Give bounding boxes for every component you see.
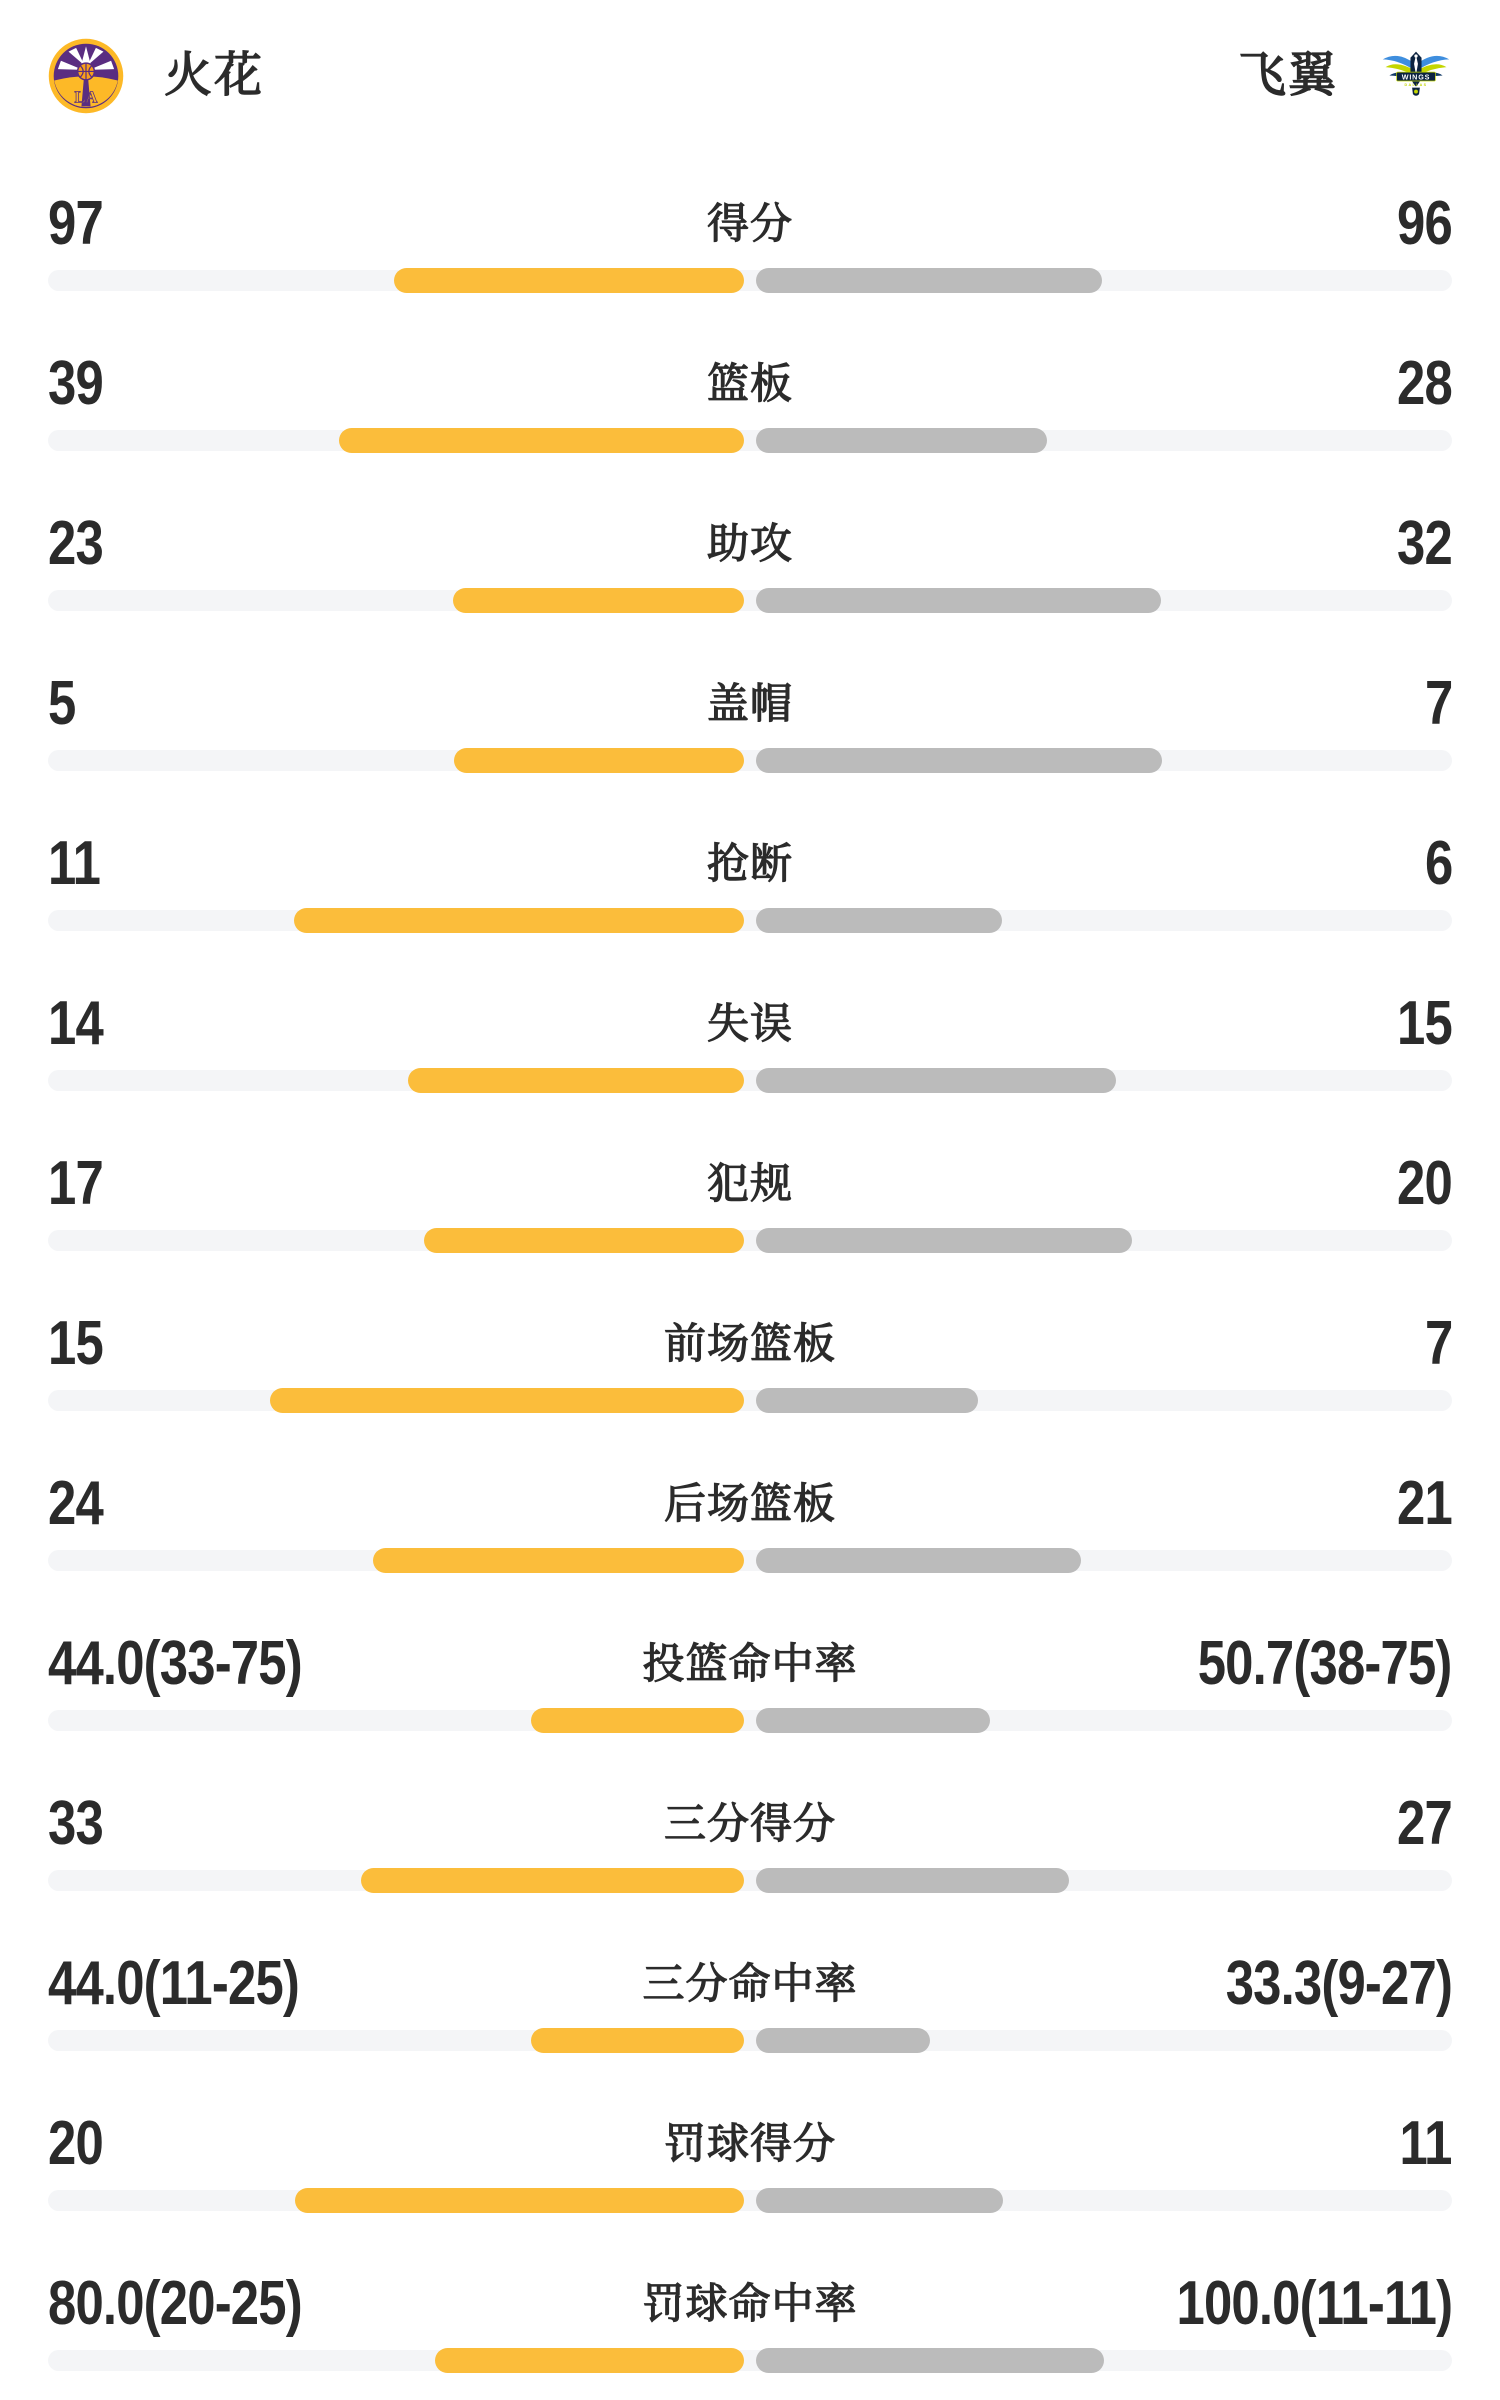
stat-row <box>0 1260 1500 1420</box>
left-team-bar <box>295 2188 744 2213</box>
left-team-value-wrap <box>48 1629 643 1698</box>
stat-row <box>0 620 1500 780</box>
stat-row <box>0 1100 1500 1260</box>
right-team-bar <box>756 428 1047 453</box>
stat-label: 失误 <box>707 1000 794 1047</box>
right-team-value-wrap <box>858 2269 1453 2338</box>
left-team-bar <box>339 428 744 453</box>
right-team-value: 100.0(11-11) <box>1176 2269 1453 2338</box>
svg-text:WINGS: WINGS <box>1401 72 1431 82</box>
left-team-value: 15 <box>48 1309 103 1378</box>
right-team-value-wrap <box>793 1149 1453 1218</box>
right-team-bar <box>756 1388 978 1413</box>
left-team-value-wrap <box>48 1149 707 1218</box>
right-team-bar <box>756 748 1162 773</box>
bar-track <box>48 1230 1452 1251</box>
stat-values-line <box>48 1900 1452 2024</box>
right-team-value: 15 <box>1397 989 1453 1058</box>
stat-label: 三分命中率 <box>642 1960 858 2007</box>
left-team-value-wrap <box>48 989 707 1058</box>
right-team-bar <box>756 1068 1116 1093</box>
stat-label: 盖帽 <box>707 680 794 727</box>
stat-values-line <box>48 780 1452 904</box>
left-team-bar <box>453 588 744 613</box>
stat-label: 后场篮板 <box>664 1480 837 1527</box>
left-team-value-wrap <box>48 1949 643 2018</box>
stat-row <box>0 2060 1500 2220</box>
left-team-value: 33 <box>48 1789 103 1858</box>
right-team-value-wrap <box>793 669 1453 738</box>
right-team-bar <box>756 2188 1003 2213</box>
left-team-value-wrap <box>48 189 707 258</box>
left-team-value-wrap <box>48 829 707 898</box>
stat-label: 三分得分 <box>664 1800 837 1847</box>
stat-values-line <box>48 1420 1452 1544</box>
sparks-team-logo-icon <box>48 38 124 114</box>
left-team-bar <box>454 748 744 773</box>
left-team-bar <box>394 268 744 293</box>
right-team-value-wrap <box>793 349 1453 418</box>
left-team-value-wrap <box>48 1309 664 1378</box>
left-team-value-wrap <box>48 1789 664 1858</box>
bar-track <box>48 2030 1452 2051</box>
stat-values-line <box>48 1580 1452 1704</box>
stat-row <box>0 1900 1500 2060</box>
bar-track <box>48 1870 1452 1891</box>
stat-row <box>0 1740 1500 1900</box>
left-team-bar <box>361 1868 744 1893</box>
left-team-bar <box>294 908 744 933</box>
left-team-value: 44.0(11-25) <box>48 1949 300 2018</box>
stat-row <box>0 300 1500 460</box>
svg-text:DALLAS: DALLAS <box>1404 82 1428 87</box>
right-team-value: 6 <box>1424 829 1453 898</box>
right-team-value-wrap <box>793 989 1453 1058</box>
stat-values-line <box>48 2060 1452 2184</box>
bar-track <box>48 590 1452 611</box>
left-team-value-wrap <box>48 669 707 738</box>
stats-comparison-list <box>0 140 1500 2380</box>
left-team-value: 24 <box>48 1469 103 1538</box>
stat-label: 篮板 <box>707 360 794 407</box>
left-team-bar <box>435 2348 744 2373</box>
right-team-value-wrap <box>793 189 1453 258</box>
stat-label: 罚球命中率 <box>642 2280 858 2327</box>
right-team-value-wrap <box>858 1949 1453 2018</box>
stat-values-line <box>48 620 1452 744</box>
wings-team-logo-icon <box>1380 47 1452 105</box>
stat-label: 抢断 <box>707 840 794 887</box>
stat-values-line <box>48 300 1452 424</box>
left-team-value: 14 <box>48 989 103 1058</box>
svg-text:LA: LA <box>74 87 98 107</box>
stat-values-line <box>48 1740 1452 1864</box>
left-team-bar <box>424 1228 744 1253</box>
right-team-bar <box>756 1868 1069 1893</box>
left-team-value-wrap <box>48 2269 643 2338</box>
stat-values-line <box>48 460 1452 584</box>
stat-row <box>0 140 1500 300</box>
stat-values-line <box>48 1260 1452 1384</box>
right-team-bar <box>756 2348 1104 2373</box>
right-team-bar <box>756 908 1002 933</box>
left-team-value: 23 <box>48 509 103 578</box>
right-team-value-wrap <box>793 829 1453 898</box>
right-team-value-wrap <box>793 509 1453 578</box>
right-team-value: 96 <box>1397 189 1453 258</box>
bar-track <box>48 2350 1452 2371</box>
bar-track <box>48 430 1452 451</box>
right-team-value: 21 <box>1397 1469 1453 1538</box>
bar-track <box>48 270 1452 291</box>
stat-label: 助攻 <box>707 520 794 567</box>
right-team-value-wrap <box>858 1629 1453 1698</box>
left-team-value-wrap <box>48 1469 664 1538</box>
left-team-value: 97 <box>48 189 103 258</box>
right-team-value: 27 <box>1397 1789 1453 1858</box>
right-team-value: 32 <box>1397 509 1453 578</box>
left-team-bar <box>531 1708 744 1733</box>
left-team-value: 20 <box>48 2109 103 2178</box>
bar-track <box>48 1550 1452 1571</box>
right-team-value-wrap <box>836 1789 1453 1858</box>
bar-track <box>48 750 1452 771</box>
left-team-bar <box>270 1388 745 1413</box>
bar-track <box>48 910 1452 931</box>
right-team-value: 7 <box>1424 669 1453 738</box>
stat-row <box>0 940 1500 1100</box>
stat-values-line <box>48 940 1452 1064</box>
right-team-value: 28 <box>1397 349 1453 418</box>
stat-values-line <box>48 1100 1452 1224</box>
right-team-value: 7 <box>1424 1309 1453 1378</box>
stat-row <box>0 1580 1500 1740</box>
left-team-value: 11 <box>48 829 101 898</box>
stat-values-line <box>48 140 1452 264</box>
left-team-name: 火花 <box>164 49 265 102</box>
bar-track <box>48 1710 1452 1731</box>
stat-label: 犯规 <box>707 1160 794 1207</box>
stat-row <box>0 2220 1500 2380</box>
left-team-value: 5 <box>48 669 76 738</box>
right-team-value-wrap <box>836 1469 1453 1538</box>
right-team-value: 33.3(9-27) <box>1225 1949 1453 2018</box>
right-team-value: 50.7(38-75) <box>1198 1629 1453 1698</box>
stat-row <box>0 460 1500 620</box>
right-team-bar <box>756 1708 990 1733</box>
right-team-value: 11 <box>1399 2109 1453 2178</box>
right-team-bar <box>756 1228 1132 1253</box>
bar-track <box>48 2190 1452 2211</box>
stat-label: 投篮命中率 <box>642 1640 858 1687</box>
bar-track <box>48 1390 1452 1411</box>
left-team-value: 39 <box>48 349 103 418</box>
left-team-bar <box>531 2028 744 2053</box>
teams-header <box>0 0 1500 140</box>
left-team-value-wrap <box>48 2109 664 2178</box>
stat-row <box>0 780 1500 940</box>
left-team-value: 44.0(33-75) <box>48 1629 302 1698</box>
right-team-value: 20 <box>1397 1149 1453 1218</box>
right-team-value-wrap <box>836 2109 1453 2178</box>
stat-row <box>0 1420 1500 1580</box>
right-team-bar <box>756 588 1161 613</box>
bar-track <box>48 1070 1452 1091</box>
left-team-value: 80.0(20-25) <box>48 2269 302 2338</box>
left-team-value-wrap <box>48 509 707 578</box>
left-team-value-wrap <box>48 349 707 418</box>
right-team-bar <box>756 2028 930 2053</box>
left-team-bar <box>373 1548 744 1573</box>
right-team-bar <box>756 1548 1081 1573</box>
stat-values-line <box>48 2220 1452 2344</box>
left-team-value: 17 <box>48 1149 103 1218</box>
right-team-value-wrap <box>836 1309 1453 1378</box>
stat-label: 得分 <box>707 200 794 247</box>
stat-label: 前场篮板 <box>664 1320 837 1367</box>
stat-label: 罚球得分 <box>664 2120 837 2167</box>
right-team-bar <box>756 268 1102 293</box>
right-team-name: 飞翼 <box>1237 49 1338 102</box>
left-team-bar <box>408 1068 744 1093</box>
